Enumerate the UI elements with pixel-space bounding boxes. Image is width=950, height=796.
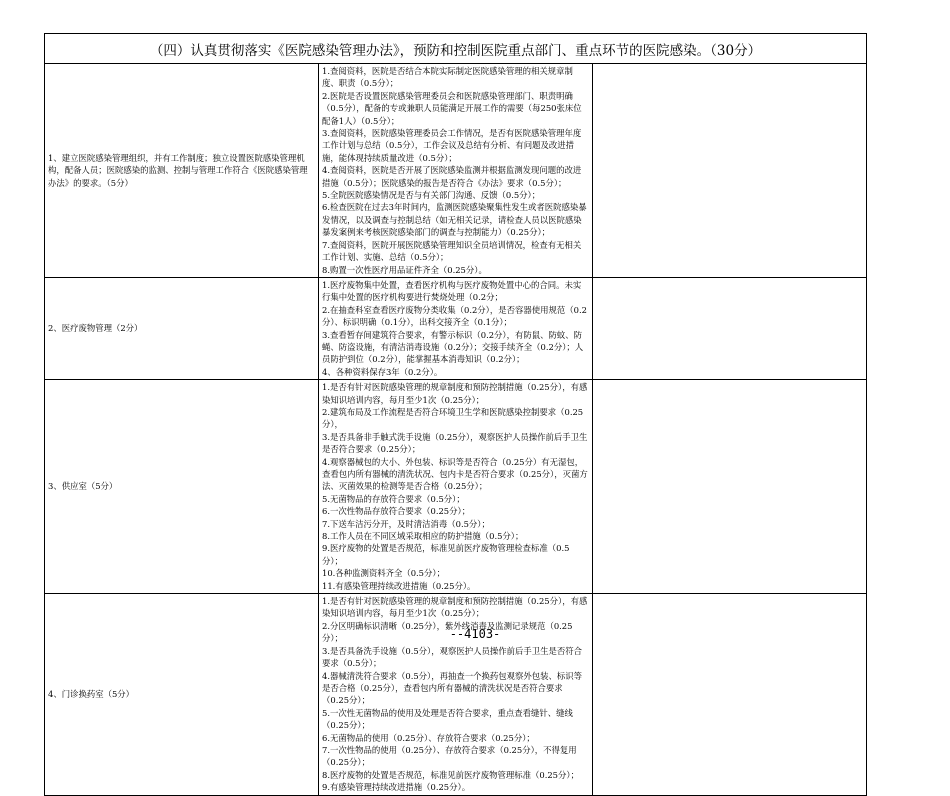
evaluation-table (44, 33, 867, 796)
page-number: --4103- (449, 627, 501, 641)
section-row-2 (45, 277, 867, 379)
list-item: 5.无菌物品的存放符合要求（0.5分）； (322, 493, 465, 504)
list-item: 7.下送车洁污分开，及时清洁消毒（0.5分）； (322, 518, 490, 529)
list-item: 7.一次性物品的使用（0.25分）、存放符合要求（0.25分），不得复用（0.25分）； (322, 744, 577, 768)
list-item: 2.分区明确标识清晰（0.25分），紫外线消毒及监测记录规范（0.25分）； (322, 620, 573, 644)
section-row-1 (45, 64, 867, 278)
list-item: 3.是否具备非手触式洗手设施（0.25分），观察医护人员操作前后手卫生是否符合要求（0.25分）； (322, 431, 588, 455)
list-item: 4.器械清洗符合要求（0.5分），再抽查一个换药包观察外包装、标识等是否合格（0.25分），查看包内所有器械的清洗状况是否符合要求（0.25分）； (322, 670, 582, 706)
list-item: 8.工作人员在不同区域采取相应的防护措施（0.5分）； (322, 531, 524, 542)
list-item: 1.是否有针对医院感染管理的规章制度和预防控制措施（0.25分），有感染知识培训内容，每月至少1次（0.25分）； (322, 382, 588, 405)
list-item: 10.各种监测资料齐全（0.5分）； (322, 568, 445, 579)
list-item: 1.是否有针对医院感染管理的规章制度和预防控制措施（0.25分），有感染知识培训内容，每月至少1次（0.25分）； (322, 596, 588, 619)
list-item: 9.有感染管理持续改进措施（0.25分）。 (322, 782, 471, 793)
list-item: 7.查阅资料，医院开展医院感染管理知识全员培训情况，检查有无相关工作计划、实施、总结（0.5分）； (322, 239, 582, 263)
list-item: 5.一次性无菌物品的使用及处理是否符合要求，重点查看缝针、缝线（0.25分）； (322, 707, 573, 731)
list-item: 3.查阅资料，医院感染管理委员会工作情况，是否有医院感染管理年度工作计划与总结（0.5分），工作会议及总结有分析、有问题及改进措施，能体现持续质量改进（0.5分）； (322, 128, 582, 163)
list-item: 4、各种资料保存3年（0.2分）。 (322, 366, 443, 377)
score-cell (593, 277, 867, 379)
list-item: 11.有感染管理持续改进措施（0.25分）。 (322, 580, 476, 591)
list-item: 1.医疗废物集中处置，查看医疗机构与医疗废物处置中心的合同。未实行集中处置的医疗机构要进行焚烧处理（0.2分； (322, 279, 582, 303)
list-item: 3.查看暂存间建筑符合要求，有警示标识（0.2分），有防鼠、防蚊、防蝇、防盗设施，有清洁消毒设施（0.2分）；交接手续齐全（0.2分）；人员防护到位（0.2分），能掌握基本消毒知识（0.2分）； (322, 329, 584, 365)
list-item: 6.一次性物品存放符合要求（0.25分）； (322, 506, 471, 517)
category-cell: 4、门诊换药室（5分） (45, 594, 319, 796)
list-item: 4.观察器械包的大小、外包装、标识等是否符合（0.25分）有无湿包，查看包内所有器械的清洗状况、包内卡是否符合要求（0.25分），灭菌方法、灭菌效果的检测等是否合格（0.25分）； (322, 456, 588, 492)
list-item: 4.查阅资料，医院是否开展了医院感染监测并根据监测发现问题的改进措施（0.5分）；医院感染的报告是否符合《办法》要求（0.5分）； (322, 165, 582, 188)
list-item: 8.医疗废物的处置是否规范，标准见前医疗废物管理标准（0.25分）； (322, 769, 579, 780)
items-cell (319, 380, 593, 594)
list-item: 8.购置一次性医疗用品证件齐全（0.25分）。 (322, 264, 487, 275)
list-item: 2.建筑布局及工作流程是否符合环境卫生学和医院感染控制要求（0.25分）， (322, 406, 584, 430)
section-row-4 (45, 594, 867, 796)
list-item: 1.查阅资料，医院是否结合本院实际制定医院感染管理的相关规章制度、职责（0.5分）； (322, 66, 573, 89)
list-item: 2.在抽查科室查看医疗废物分类收集（0.2分），是否容器使用规范（0.2分）、标识明确（0.1分），出科交接齐全（0.1分）； (322, 304, 587, 328)
score-cell (593, 594, 867, 796)
items-cell (319, 277, 593, 379)
title-row (45, 34, 867, 64)
list-item: 6.检查医院在过去3年时间内，监测医院感染聚集性发生或者医院感染暴发情况，以及调查与控制总结（如无相关记录，请检查人员以医院感染暴发案例来考核医院感染部门的调查与控制能力）（0.25分）； (322, 202, 587, 238)
list-item: 6.无菌物品的使用（0.25分）、存放符合要求（0.25分）； (322, 732, 535, 743)
items-cell (319, 64, 593, 278)
score-cell (593, 64, 867, 278)
items-cell (319, 594, 593, 796)
score-cell (593, 380, 867, 594)
category-cell: 1、建立医院感染管理组织，并有工作制度；独立设置医院感染管理机构，配备人员；医院感染的监测、控制与管理工作符合《医院感染管理办法》的要求。（5分） (45, 64, 319, 278)
category-cell: 3、供应室（5分） (45, 380, 319, 594)
section-row-3 (45, 380, 867, 594)
list-item: 9.医疗废物的处置是否规范，标准见前医疗废物管理检查标准（0.5分）； (322, 543, 570, 566)
list-item: 2.医院是否设置医院感染管理委员会和医院感染管理部门、职责明确（0.5分），配备的专或兼职人员能满足开展工作的需要（每250张床位配备1人）（0.5分）； (322, 90, 582, 126)
list-item: 5.全院医院感染情况是否与有关部门沟通、反馈（0.5分）； (322, 190, 541, 201)
category-cell: 2、医疗废物管理（2分） (45, 277, 319, 379)
list-item: 3.是否具备洗手设施（0.5分），观察医护人员操作前后手卫生是否符合要求（0.5分）； (322, 645, 582, 669)
table-title: （四）认真贯彻落实《医院感染管理办法》，预防和控制医院重点部门、重点环节的医院感染。（30分） (45, 34, 867, 64)
